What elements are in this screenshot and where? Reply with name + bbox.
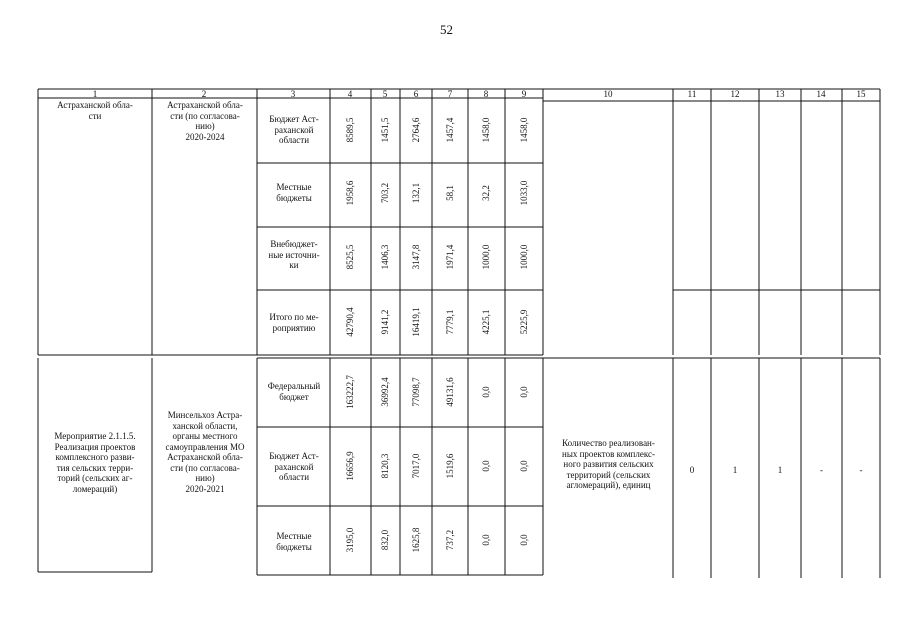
row-source-cell: Бюджет Аст- раханской области [269, 451, 319, 482]
header-cell-4: 4 [347, 89, 353, 99]
row-source-cell: Местные бюджеты [276, 531, 312, 552]
header-cell-8: 8 [483, 89, 489, 99]
indicator-value-cell: - [820, 465, 823, 475]
block1-col1-cell: Астраханской обла- сти [57, 100, 133, 121]
indicator-value-cell: 1 [732, 465, 738, 475]
header-cell-13: 13 [775, 89, 785, 99]
indicator-value-cell: 1 [777, 465, 783, 475]
header-cell-6: 6 [413, 89, 419, 99]
header-cell-10: 10 [603, 89, 613, 99]
row-source-cell: Местные бюджеты [276, 182, 312, 203]
indicator-value-cell: - [859, 465, 863, 475]
header-cell-11: 11 [687, 89, 697, 99]
header-cell-5: 5 [382, 89, 388, 99]
page-number: 52 [440, 22, 453, 37]
row-source-cell: Федеральный бюджет [267, 381, 321, 402]
row-source-cell: Внебюджет- ные источни- ки [268, 239, 320, 270]
block1-col2-cell: Астраханской обла- сти (по согласова- нию) 2020-2024 [167, 100, 243, 142]
header-cell-1: 1 [92, 89, 98, 99]
row-source-cell: Итого по ме- роприятию [269, 312, 319, 333]
header-cell-3: 3 [290, 89, 296, 99]
indicator-value-cell: 0 [689, 465, 695, 475]
header-cell-9: 9 [521, 89, 527, 99]
header-cell-7: 7 [447, 89, 453, 99]
responsible-cell: Минсельхоз Астра- ханской области, органы местного самоуправления МО Астраханской обла- сти (по согласова- нию) 2020-2021 [165, 410, 245, 494]
measure-name-cell: Мероприятие 2.1.1.5. Реализация проектов комплексного разви- тия сельских терри- торий (сельских аг- ломераций) [54, 431, 136, 494]
header-cell-14: 14 [816, 89, 826, 99]
indicator-description-cell: Количество реализован- ных проектов комплекс- ного развития сельских территорий (сельских агломераций), единиц [562, 438, 655, 490]
row-source-cell: Бюджет Аст- раханской области [269, 114, 319, 145]
header-cell-12: 12 [730, 89, 740, 99]
header-cell-15: 15 [856, 89, 866, 99]
header-cell-2: 2 [201, 89, 207, 99]
